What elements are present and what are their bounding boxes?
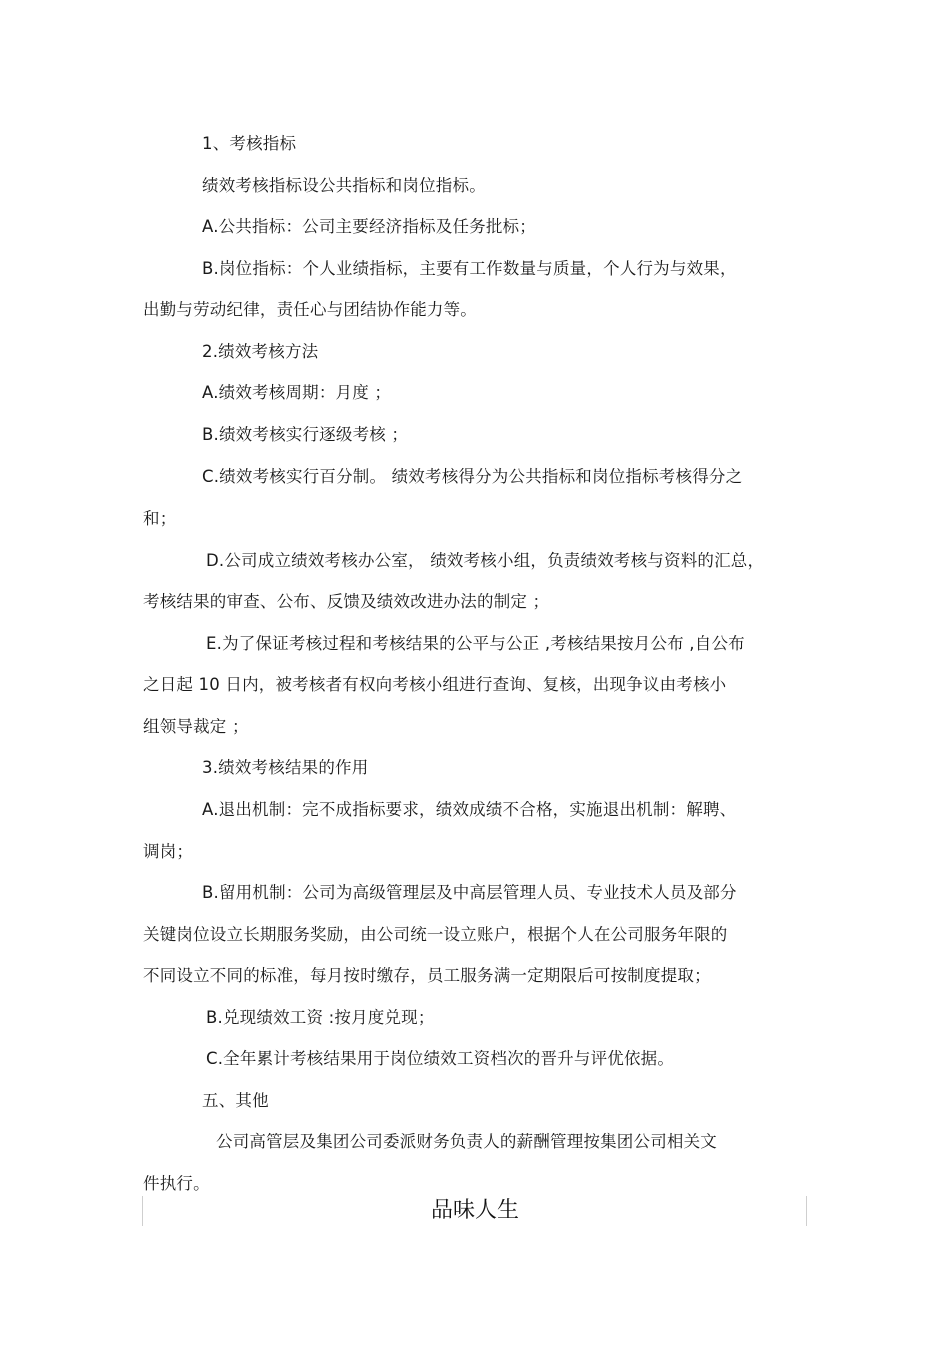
paragraph-line: 绩效考核指标设公共指标和岗位指标。 bbox=[202, 176, 486, 195]
paragraph-line: B.岗位指标：个人业绩指标，主要有工作数量与质量，个人行为与效果， bbox=[202, 259, 737, 278]
paragraph-line: C.绩效考核实行百分制。 绩效考核得分为公共指标和岗位指标考核得分之 bbox=[202, 467, 743, 486]
paragraph-line: 之日起 10 日内，被考核者有权向考核小组进行查询、复核，出现争议由考核小 bbox=[143, 675, 727, 694]
section-heading-1: 1、考核指标 bbox=[202, 134, 297, 153]
section-heading-3: 3.绩效考核结果的作用 bbox=[202, 758, 369, 777]
paragraph-line: B.留用机制：公司为高级管理层及中高层管理人员、专业技术人员及部分 bbox=[202, 883, 737, 902]
paragraph-line: D.公司成立绩效考核办公室， 绩效考核小组，负责绩效考核与资料的汇总， bbox=[206, 551, 765, 570]
paragraph-line: 和； bbox=[143, 509, 177, 528]
paragraph-line: A.退出机制：完不成指标要求，绩效成绩不合格，实施退出机制：解聘、 bbox=[202, 800, 737, 819]
paragraph-line: E.为了保证考核过程和考核结果的公平与公正 ,考核结果按月公布 ,自公布 bbox=[206, 634, 745, 653]
section-heading-2: 2.绩效考核方法 bbox=[202, 342, 319, 361]
paragraph-line: 考核结果的审查、公布、反馈及绩效改进办法的制定 ； bbox=[143, 592, 550, 611]
paragraph-line: 出勤与劳动纪律，责任心与团结协作能力等。 bbox=[143, 300, 477, 319]
paragraph-line: 不同设立不同的标准，每月按时缴存，员工服务满一定期限后可按制度提取； bbox=[143, 966, 711, 985]
paragraph-line: C.全年累计考核结果用于岗位绩效工资档次的晋升与评优依据。 bbox=[206, 1049, 675, 1068]
paragraph-line: B.绩效考核实行逐级考核 ； bbox=[202, 425, 409, 444]
paragraph-line: 公司高管层及集团公司委派财务负责人的薪酬管理按集团公司相关文 bbox=[216, 1132, 717, 1151]
paragraph-line: 组领导裁定 ； bbox=[143, 717, 249, 736]
paragraph-line: 调岗； bbox=[143, 842, 194, 861]
paragraph-line: A.公共指标：公司主要经济指标及任务批标； bbox=[202, 217, 536, 236]
footer-right-rule bbox=[806, 1196, 807, 1226]
paragraph-line: A.绩效考核周期：月度 ； bbox=[202, 383, 392, 402]
section-heading-5: 五、其他 bbox=[202, 1091, 269, 1110]
footer-title: 品味人生 bbox=[430, 1198, 519, 1223]
paragraph-line: 件执行。 bbox=[143, 1174, 210, 1193]
paragraph-line: 关键岗位设立长期服务奖励，由公司统一设立账户，根据个人在公司服务年限的 bbox=[143, 925, 728, 944]
paragraph-line: B.兑现绩效工资 :按月度兑现； bbox=[206, 1008, 435, 1027]
